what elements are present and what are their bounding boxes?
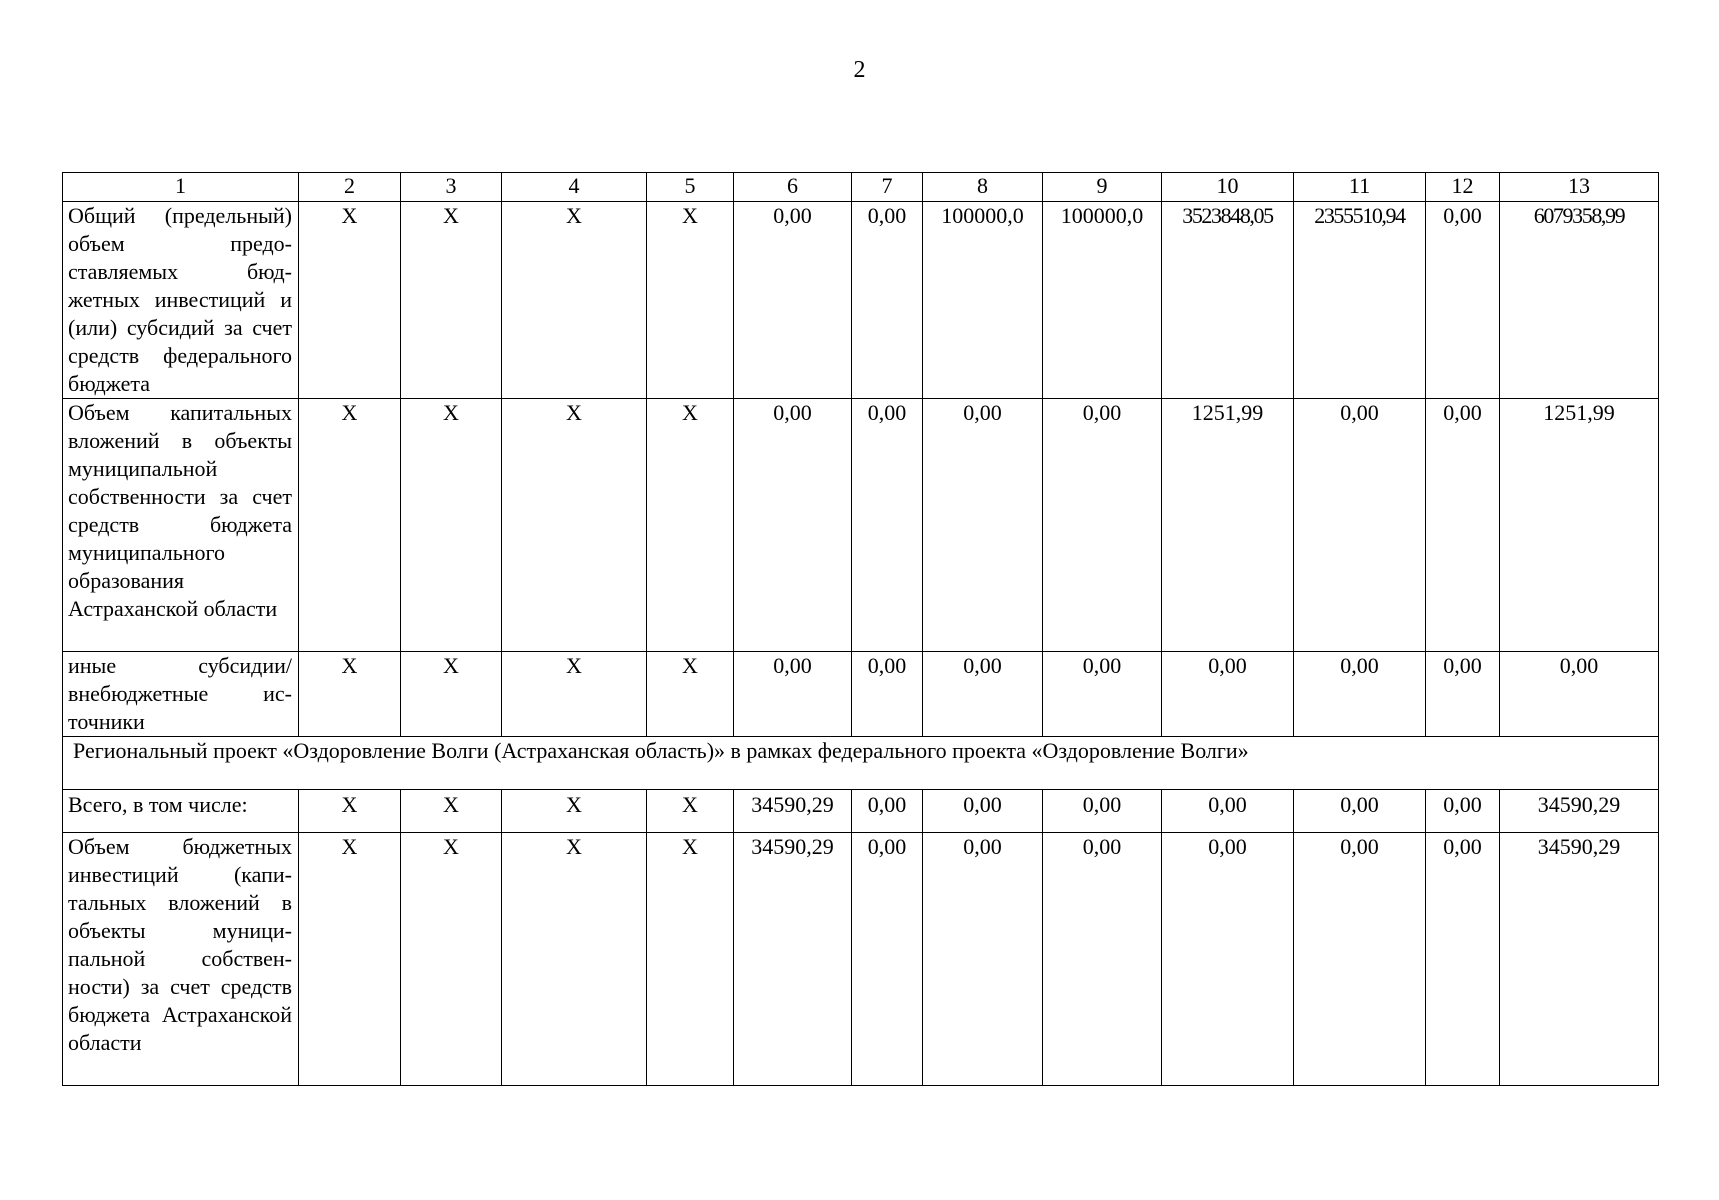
row-label: иные субсидии/ внебюджетные источники — [63, 652, 299, 737]
table-cell: X — [401, 399, 502, 652]
column-header: 13 — [1500, 173, 1659, 202]
table-cell: X — [401, 652, 502, 737]
table-cell: 0,00 — [852, 399, 923, 652]
table-cell: X — [299, 652, 401, 737]
table-cell: X — [502, 399, 647, 652]
column-header: 11 — [1294, 173, 1426, 202]
table-cell: 0,00 — [852, 652, 923, 737]
budget-investment-table — [62, 172, 1659, 1086]
column-header: 9 — [1043, 173, 1162, 202]
column-header: 8 — [923, 173, 1043, 202]
table-cell: 0,00 — [1426, 790, 1500, 833]
row-label: Всего, в том числе: — [63, 790, 299, 833]
table-cell: 0,00 — [1426, 652, 1500, 737]
table-cell: 0,00 — [1500, 652, 1659, 737]
table-cell: 0,00 — [1426, 833, 1500, 1086]
table-cell: 0,00 — [852, 833, 923, 1086]
table-cell: 1251,99 — [1500, 399, 1659, 652]
table-cell: 0,00 — [923, 652, 1043, 737]
table-cell: 3523848,05 — [1162, 202, 1294, 399]
column-header: 3 — [401, 173, 502, 202]
column-header: 2 — [299, 173, 401, 202]
table-cell: 34590,29 — [734, 833, 852, 1086]
table-cell: X — [647, 652, 734, 737]
table-row-other-sources — [63, 652, 1659, 737]
table-cell: 0,00 — [923, 399, 1043, 652]
table-cell: 0,00 — [1162, 652, 1294, 737]
table-cell: 0,00 — [1426, 399, 1500, 652]
table-cell: 0,00 — [1294, 652, 1426, 737]
table-cell: 0,00 — [852, 202, 923, 399]
table-cell: 0,00 — [734, 399, 852, 652]
table-cell: X — [502, 833, 647, 1086]
table-row-total — [63, 790, 1659, 833]
table-cell: 0,00 — [1043, 652, 1162, 737]
table-cell: 0,00 — [1043, 399, 1162, 652]
table-cell: X — [401, 833, 502, 1086]
table-cell: 0,00 — [1162, 790, 1294, 833]
table-cell: X — [647, 790, 734, 833]
table-cell: 34590,29 — [1500, 790, 1659, 833]
table-cell: 0,00 — [852, 790, 923, 833]
table-cell: 34590,29 — [1500, 833, 1659, 1086]
column-header: 10 — [1162, 173, 1294, 202]
row-label: Объем капитальных вложений в объекты муниципальной собственности за счет средств бюджета муниципального образования Астраханской области — [63, 399, 299, 652]
table-cell: X — [299, 833, 401, 1086]
column-header: 6 — [734, 173, 852, 202]
table-cell: 6079358,99 — [1500, 202, 1659, 399]
table-cell: 0,00 — [1043, 790, 1162, 833]
table-cell: X — [299, 202, 401, 399]
table-cell: 1251,99 — [1162, 399, 1294, 652]
column-number-row — [63, 173, 1659, 202]
table-row-federal-budget — [63, 202, 1659, 399]
table-cell: X — [401, 202, 502, 399]
table-cell: 34590,29 — [734, 790, 852, 833]
table-cell: 0,00 — [923, 833, 1043, 1086]
table-cell: X — [647, 399, 734, 652]
table-cell: X — [647, 833, 734, 1086]
table-cell: X — [299, 790, 401, 833]
table-cell: X — [299, 399, 401, 652]
table-cell: 0,00 — [923, 790, 1043, 833]
table-cell: 0,00 — [1426, 202, 1500, 399]
column-header: 12 — [1426, 173, 1500, 202]
table-cell: X — [502, 652, 647, 737]
column-header: 5 — [647, 173, 734, 202]
table-cell: 0,00 — [1294, 790, 1426, 833]
table-cell: X — [502, 790, 647, 833]
row-label: Общий (предельный) объем предоставляемых бюджетных инвестиций и (или) субсидий за счет средств федерального бюджета — [63, 202, 299, 399]
column-header: 4 — [502, 173, 647, 202]
table-cell: 0,00 — [1162, 833, 1294, 1086]
table-cell: 0,00 — [1294, 833, 1426, 1086]
table-cell: 0,00 — [734, 202, 852, 399]
table-row-municipal-budget — [63, 399, 1659, 652]
table-cell: 2355510,94 — [1294, 202, 1426, 399]
table-row-regional-budget — [63, 833, 1659, 1086]
table-cell: 0,00 — [1043, 833, 1162, 1086]
row-label: Объем бюджетных инвестиций (капитальных вложений в объекты муниципальной собственности) за счет средств бюджета Астраханской области — [63, 833, 299, 1086]
section-title: Региональный проект «Оздоровление Волги (Астраханская область)» в рамках федерального проекта «Оздоровление Волги» — [63, 737, 1659, 790]
column-header: 7 — [852, 173, 923, 202]
table-cell: 100000,0 — [923, 202, 1043, 399]
page-number: 2 — [853, 57, 866, 83]
section-row-regional-project — [63, 737, 1659, 790]
table-cell: 100000,0 — [1043, 202, 1162, 399]
table-cell: 0,00 — [734, 652, 852, 737]
table-cell: X — [401, 790, 502, 833]
column-header: 1 — [63, 173, 299, 202]
table-cell: X — [647, 202, 734, 399]
table-cell: 0,00 — [1294, 399, 1426, 652]
table-cell: X — [502, 202, 647, 399]
